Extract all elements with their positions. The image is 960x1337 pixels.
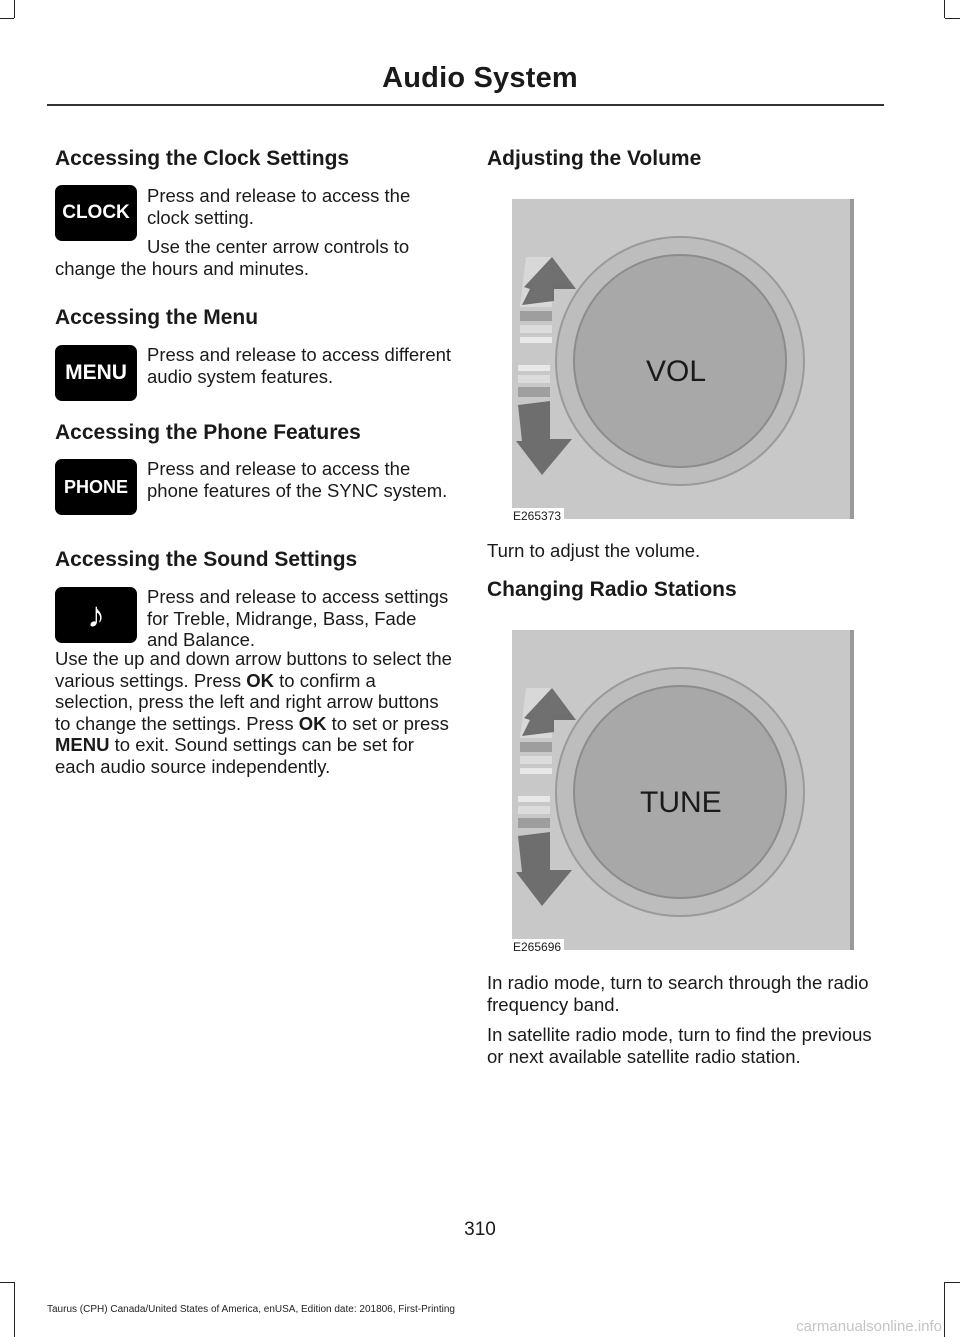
crop-mark	[944, 1282, 945, 1337]
clock-heading: Accessing the Clock Settings	[55, 147, 350, 170]
ok-keyword: OK	[246, 669, 274, 691]
volume-description: Turn to adjust the volume.	[487, 540, 701, 561]
clock-icon-label: CLOCK	[62, 202, 130, 223]
menu-heading: Accessing the Menu	[55, 306, 259, 329]
volume-knob-figure	[512, 199, 854, 521]
crop-mark	[14, 0, 15, 18]
phone-icon-label: PHONE	[63, 476, 128, 497]
music-note-icon: ♪	[87, 594, 105, 635]
sound-description: Press and release to access settings for Treble, Midrange, Bass, Fade and Balance.	[147, 586, 449, 650]
tune-heading: Changing Radio Stations	[487, 578, 737, 601]
crop-mark	[945, 1282, 960, 1283]
tune-knob-label: TUNE	[640, 786, 722, 819]
sound-instructions: Use the up and down arrow buttons to select the various settings. Press OK to confirm a selection, press the left and right arrow buttons to change the settings. Press OK to set or press MENU to exit. Sound settings can be set for each audio source independently.	[55, 648, 452, 777]
figure-code: E265696	[512, 939, 564, 954]
crop-mark	[0, 18, 14, 19]
volume-heading: Adjusting the Volume	[487, 147, 702, 170]
volume-knob-label: VOL	[646, 355, 707, 388]
clock-instructions: Use the center arrow controls to change the hours and minutes.	[55, 236, 410, 279]
phone-description: Press and release to access the phone features of the SYNC system.	[147, 458, 448, 501]
clock-description: Press and release to access the clock setting.	[147, 185, 411, 228]
menu-icon-label: MENU	[65, 361, 127, 384]
crop-mark	[945, 18, 960, 19]
tune-knob-figure	[512, 630, 854, 952]
header-divider	[47, 104, 884, 106]
ok-keyword: OK	[298, 712, 327, 734]
tune-satellite-description: In satellite radio mode, turn to find the previous or next available satellite radio station.	[487, 1024, 872, 1067]
clock-button-icon	[55, 185, 137, 241]
crop-mark	[944, 0, 945, 18]
figure-code: E265373	[512, 508, 564, 523]
menu-keyword: MENU	[55, 734, 110, 755]
sound-heading: Accessing the Sound Settings	[55, 548, 358, 571]
watermark: carmanualsonline.info	[796, 1318, 942, 1335]
crop-mark	[14, 1282, 15, 1337]
menu-description: Press and release to access different audio system features.	[147, 344, 452, 387]
tune-description: In radio mode, turn to search through the radio frequency band.	[487, 972, 869, 1015]
page-title: Audio System	[382, 62, 578, 94]
crop-mark	[0, 1282, 14, 1283]
edition-footer: Taurus (CPH) Canada/United States of America, enUSA, Edition date: 201806, First-Printing	[47, 1304, 455, 1315]
page-number: 310	[464, 1219, 496, 1240]
phone-heading: Accessing the Phone Features	[55, 421, 361, 444]
phone-button-icon	[55, 459, 137, 515]
menu-button-icon	[55, 345, 137, 401]
sound-button-icon	[55, 587, 137, 643]
